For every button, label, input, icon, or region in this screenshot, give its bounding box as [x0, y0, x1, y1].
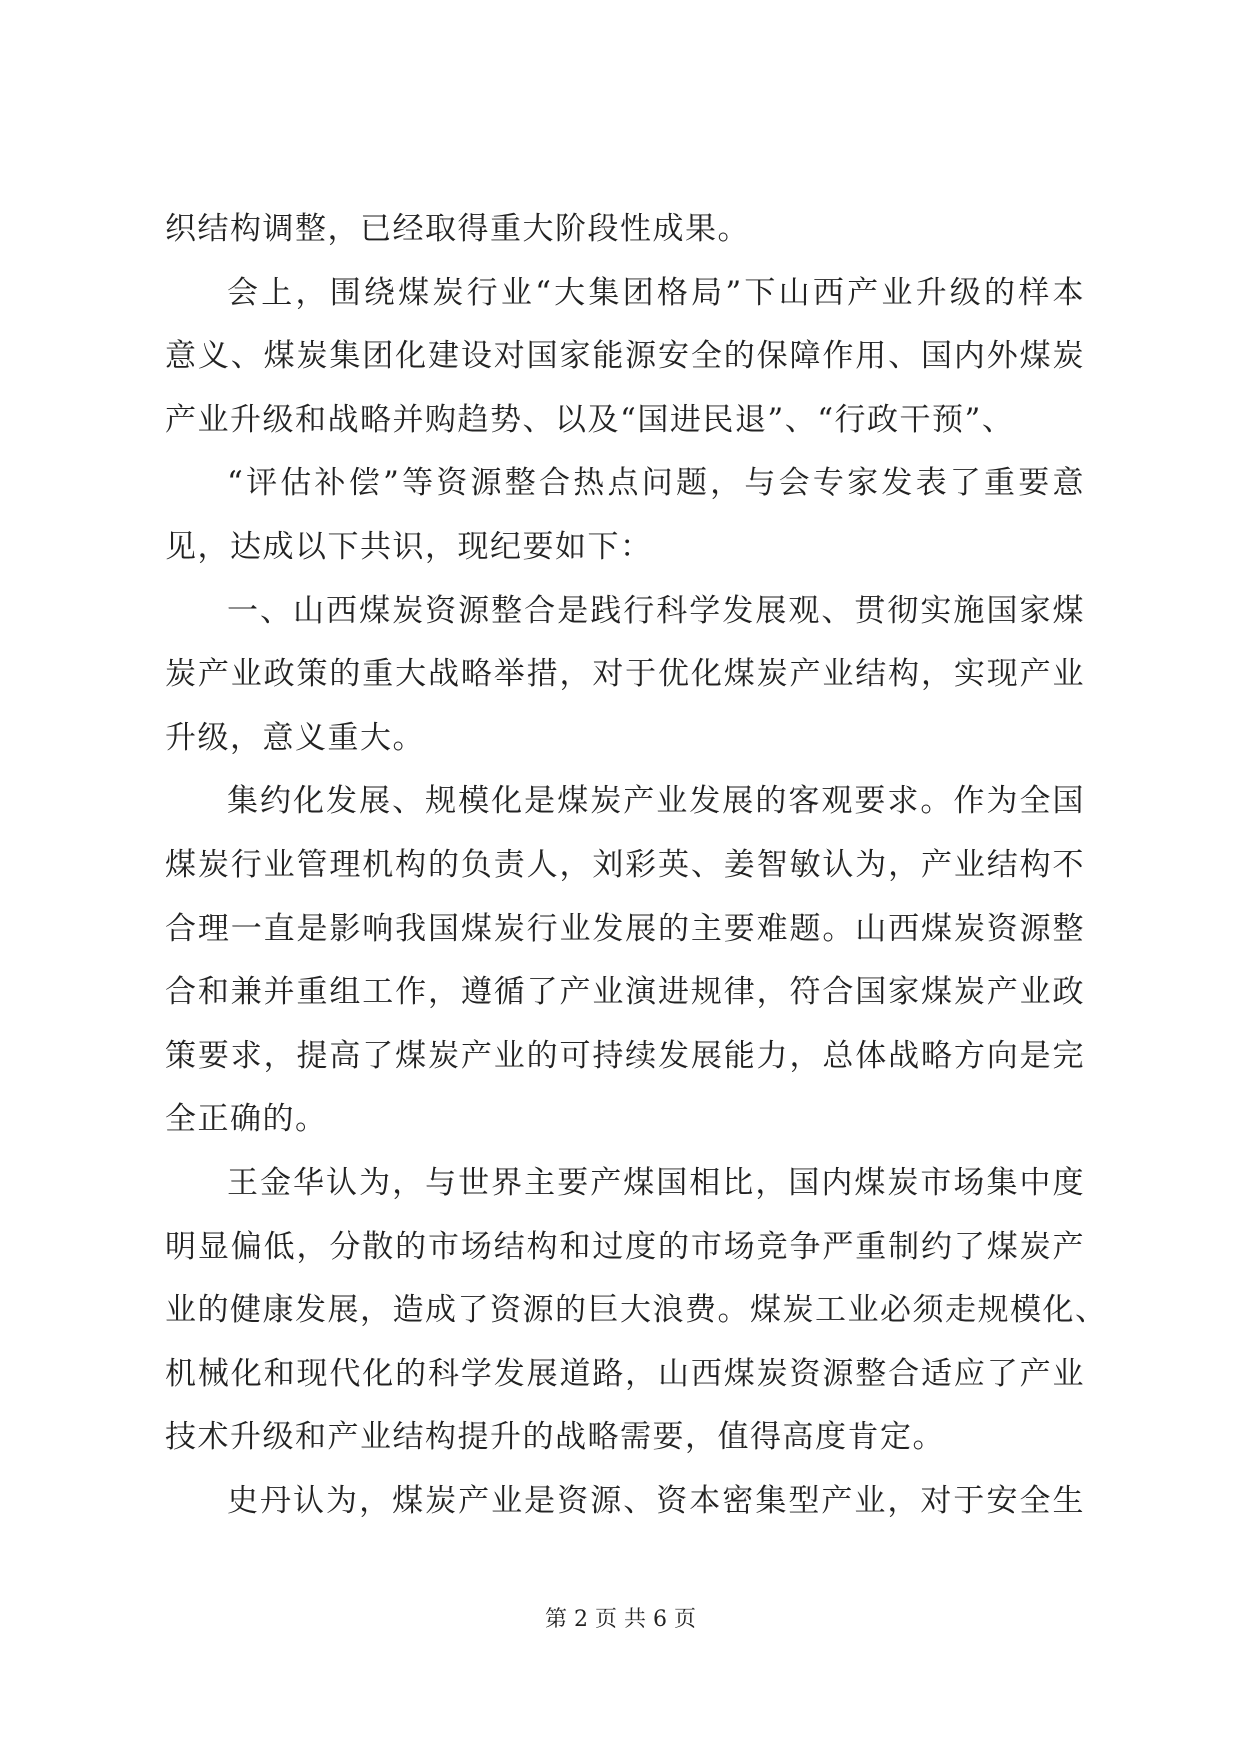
- text-line: 产业升级和战略并购趋势、以及“国进民退”、“行政干预”、: [165, 401, 1015, 438]
- text-line: 见，达成以下共识，现纪要如下：: [165, 528, 653, 565]
- text-line: 集约化发展、规模化是煤炭产业发展的客观要求。作为全国: [227, 783, 1085, 820]
- text-line: 技术升级和产业结构提升的战略需要，值得高度肯定。: [165, 1419, 945, 1456]
- text-line: 全正确的。: [165, 1101, 328, 1138]
- text-line: 升级，意义重大。: [165, 719, 425, 756]
- text-line: 王金华认为，与世界主要产煤国相比，国内煤炭市场集中度: [227, 1164, 1085, 1201]
- text-line: 机械化和现代化的科学发展道路，山西煤炭资源整合适应了产业: [165, 1355, 1085, 1392]
- text-line: 史丹认为，煤炭产业是资源、资本密集型产业，对于安全生: [227, 1482, 1085, 1519]
- text-line: 会上，围绕煤炭行业“大集团格局”下山西产业升级的样本: [227, 274, 1085, 311]
- text-line: 业的健康发展，造成了资源的巨大浪费。煤炭工业必须走规模化、: [165, 1292, 1108, 1329]
- text-line: 煤炭行业管理机构的负责人，刘彩英、姜智敏认为，产业结构不: [165, 846, 1085, 883]
- text-line: 一、山西煤炭资源整合是践行科学发展观、贯彻实施国家煤: [227, 592, 1085, 629]
- text-line: 织结构调整，已经取得重大阶段性成果。: [165, 211, 750, 247]
- text-line: 合和兼并重组工作，遵循了产业演进规律，符合国家煤炭产业政: [165, 974, 1085, 1011]
- text-line: 意义、煤炭集团化建设对国家能源安全的保障作用、国内外煤炭: [165, 338, 1085, 375]
- text-line: “评估补偿”等资源整合热点问题，与会专家发表了重要意: [227, 465, 1085, 502]
- text-line: 策要求，提高了煤炭产业的可持续发展能力，总体战略方向是完: [165, 1037, 1085, 1074]
- document-body: [165, 198, 1108, 1533]
- text-line: 明显偏低，分散的市场结构和过度的市场竞争严重制约了煤炭产: [165, 1228, 1085, 1265]
- text-line: 合理一直是影响我国煤炭行业发展的主要难题。山西煤炭资源整: [165, 910, 1085, 947]
- page-number-footer: 第 2 页 共 6 页: [545, 1607, 696, 1632]
- text-line: 炭产业政策的重大战略举措，对于优化煤炭产业结构，实现产业: [165, 656, 1085, 693]
